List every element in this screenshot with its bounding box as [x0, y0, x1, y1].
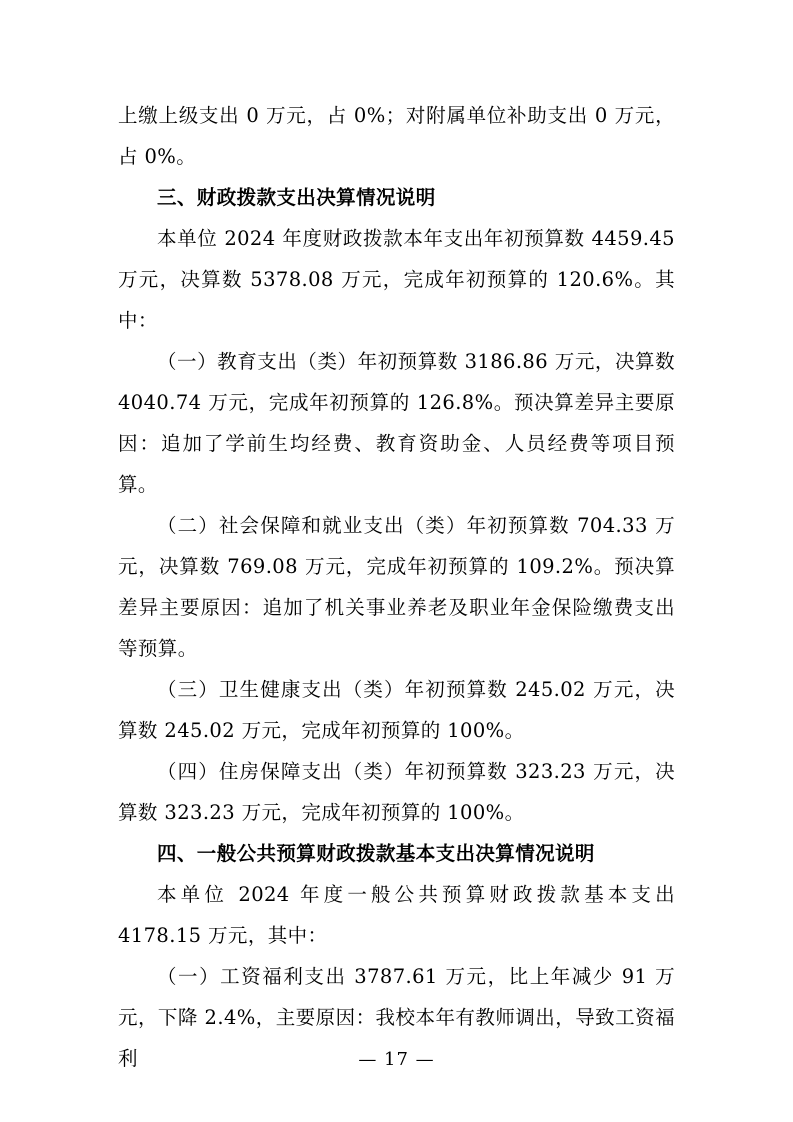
section-heading-four: 四、一般公共预算财政拨款基本支出决算情况说明: [157, 842, 595, 865]
paragraph-item-health: （三）卫生健康支出（类）年初预算数 245.02 万元，决算数 245.02 万元，完成年初预算的 100%。: [118, 678, 675, 742]
paragraph-item-social-security: （二）社会保障和就业支出（类）年初预算数 704.33 万元，决算数 769.08 万元，完成年初预算的 109.2%。预决算差异主要原因：追加了机关事业养老及职业年金保险缴费支出等预算。: [118, 514, 675, 660]
paragraph-basic-expenditure-total: 本单位 2024 年度一般公共预算财政拨款基本支出 4178.15 万元，其中：: [118, 883, 675, 947]
paragraph-carryover: 上缴上级支出 0 万元，占 0%；对附属单位补助支出 0 万元，占 0%。: [118, 104, 675, 168]
paragraph-item-salary-welfare: （一）工资福利支出 3787.61 万元，比上年减少 91 万元，下降 2.4%，主要原因：我校本年有教师调出，导致工资福利: [118, 965, 675, 1070]
page-number: — 17 —: [358, 1049, 435, 1070]
paragraph-item-housing: （四）住房保障支出（类）年初预算数 323.23 万元，决算数 323.23 万元，完成年初预算的 100%。: [118, 760, 675, 824]
section-heading-three: 三、财政拨款支出决算情况说明: [157, 186, 436, 209]
paragraph-item-education: （一）教育支出（类）年初预算数 3186.86 万元，决算数 4040.74 万元，完成年初预算的 126.8%。预决算差异主要原因：追加了学前生均经费、教育资助金、人员经费等项目预算。: [118, 350, 675, 496]
paragraph-fiscal-total: 本单位 2024 年度财政拨款本年支出年初预算数 4459.45 万元，决算数 5378.08 万元，完成年初预算的 120.6%。其中：: [118, 227, 675, 332]
